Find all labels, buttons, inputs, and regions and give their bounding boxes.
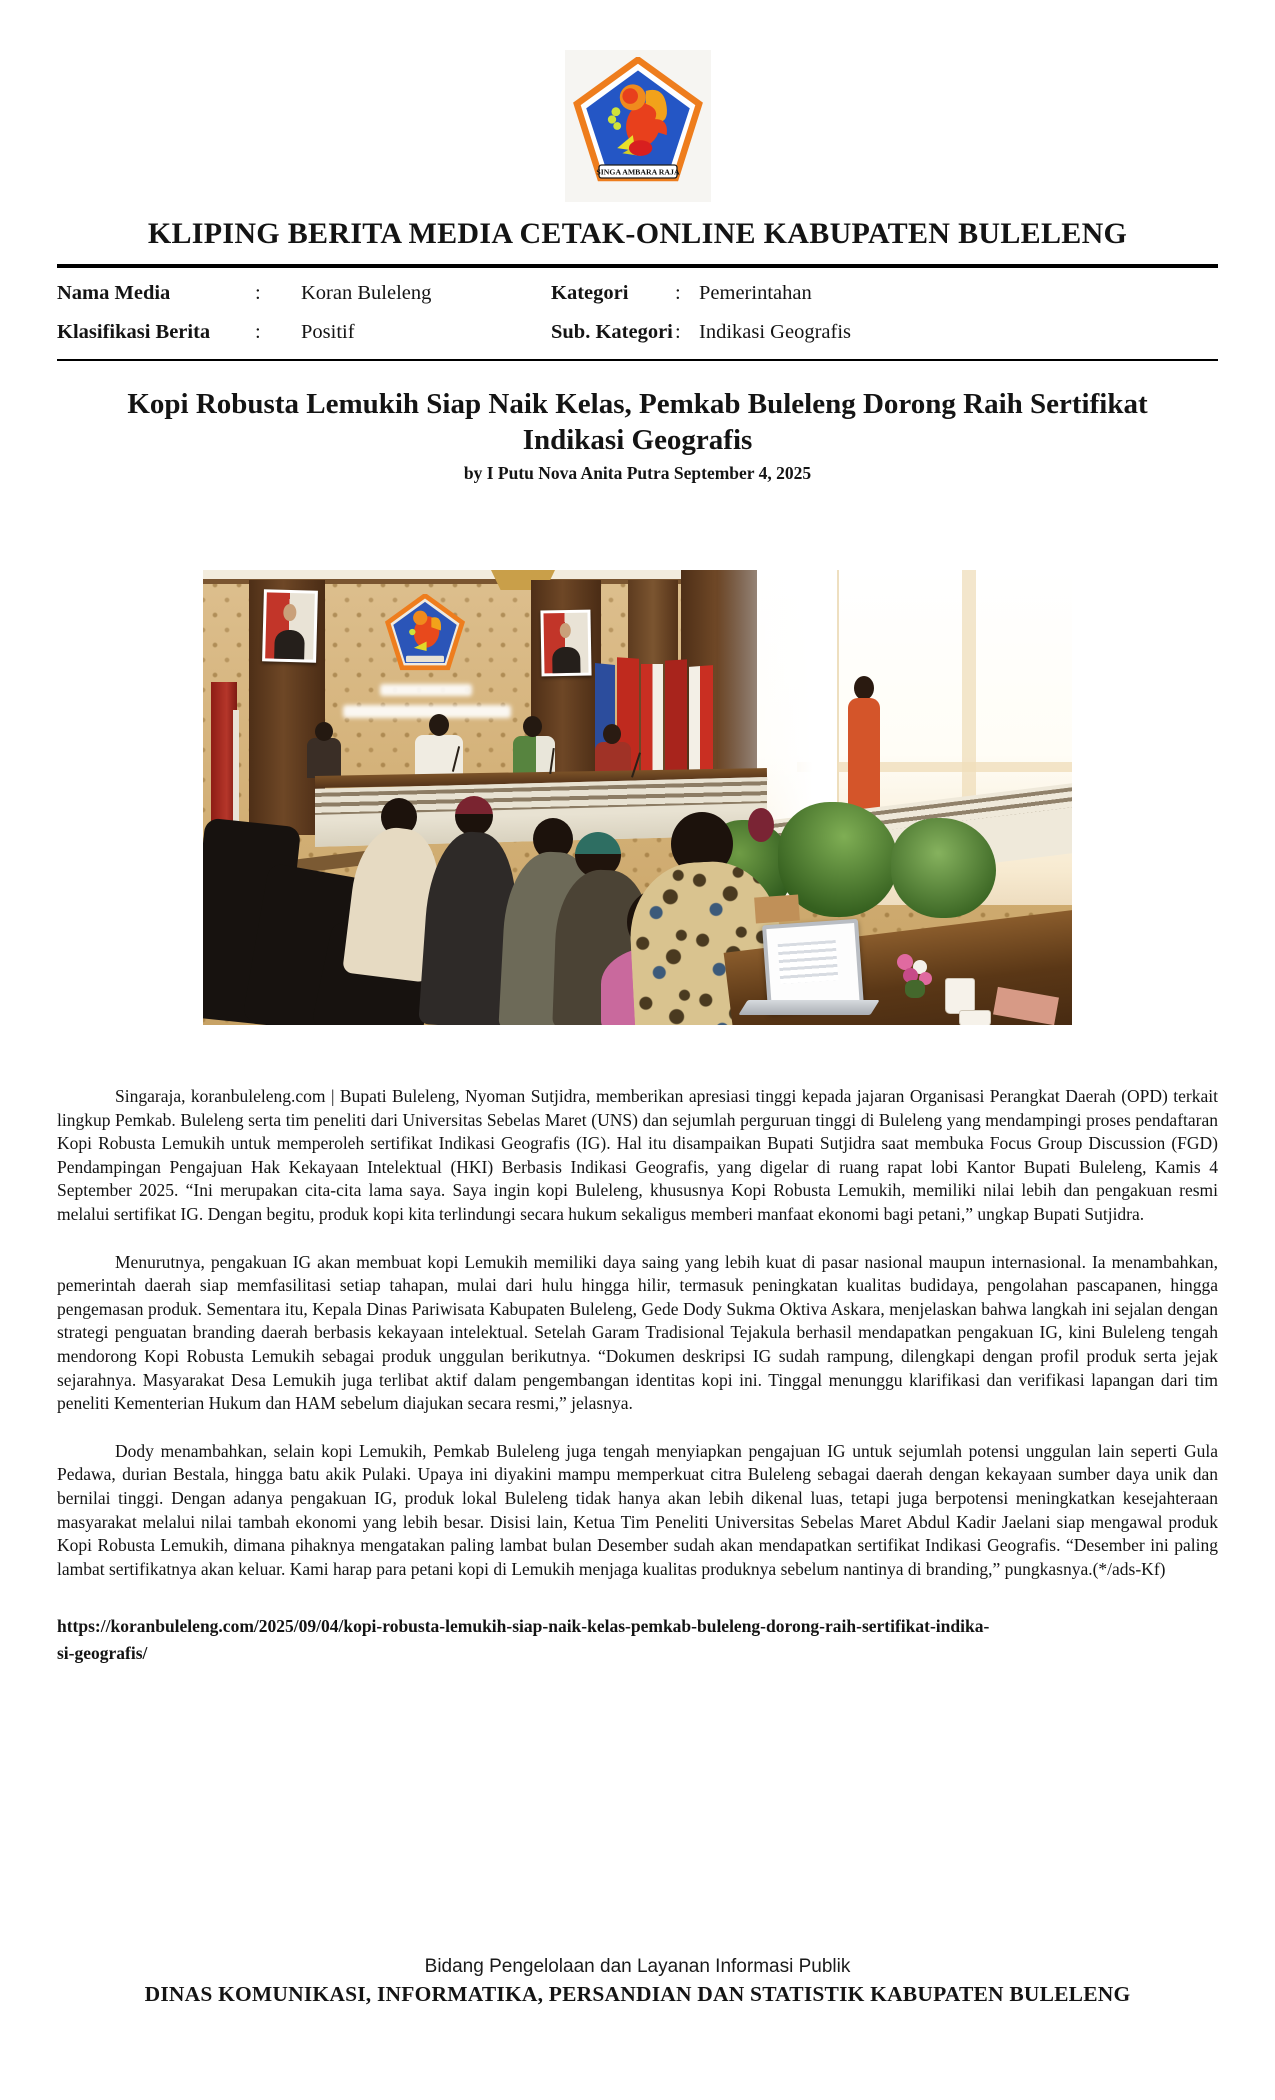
meta-value-klasifikasi: Positif <box>301 321 355 343</box>
meta-label-nama-media: Nama Media <box>57 282 171 304</box>
photo-wall-crest-icon <box>385 594 465 678</box>
photo-wall-text-blur <box>380 684 472 696</box>
article-paragraph: Singaraja, koranbuleleng.com | Bupati Buleleng, Nyoman Sutjidra, memberikan apresiasi tinggi kepada jajaran Organisasi Perangkat Daerah (OPD) terkait lingkup Pemkab. Buleleng serta tim peneliti dari Universitas Sebelas Maret (UNS) dan sejumlah perguruan tinggi di Buleleng yang mendampingi proses pendaftaran Kopi Robusta Lemukih untuk memperoleh sertifikat Indikasi Geografis (IG). Hal itu disampaikan Bupati Sutjidra saat membuka Focus Group Discussion (FGD) Pendampingan Pengajuan Hak Kekayaan Intelektual (HKI) Berbasis Indikasi Geografis, yang digelar di ruang rapat lobi Kantor Bupati Buleleng, Kamis 4 September 2025. “Ini merupakan cita-cita lama saya. Saya ingin kopi Buleleng, khususnya Kopi Robusta Lemukih, memiliki nilai lebih dan pengakuan resmi melalui sertifikat IG. Dengan begitu, produk kopi kita terlindungi secara hukum sekaligus memberi manfaat ekonomi bagi petani,” ungkap Bupati Sutjidra. <box>57 1086 1218 1224</box>
meta-label-sub-kategori: Sub. Kategori <box>551 321 673 343</box>
photo-official-portrait <box>262 589 318 662</box>
meta-table <box>57 264 1218 361</box>
meta-colon: : <box>255 282 261 304</box>
photo-laptop-keyboard <box>738 1000 879 1015</box>
photo-official-head <box>603 724 621 744</box>
meta-colon: : <box>255 321 261 343</box>
photo-plant <box>891 818 996 918</box>
article-paragraph: Menurutnya, pengakuan IG akan membuat kopi Lemukih memiliki daya saing yang lebih kuat di pasar nasional maupun internasional. Ia menambahkan, pemerintah daerah siap memfasilitasi setiap tahapan, mulai dari hulu hingga hilir, termasuk peningkatan kualitas budidaya, pengolahan pascapanen, hingga pengemasan produk. Sementara itu, Kepala Dinas Pariwisata Kabupaten Buleleng, Gede Dody Sukma Oktiva Askara, menjelaskan bahwa langkah ini sejalan dengan strategi penguatan branding daerah berbasis kekayaan intelektual. Setelah Garam Tradisional Tejakula berhasil mendapatkan pengakuan IG, kini Buleleng tengah mendorong Kopi Robusta Lemukih sebagai produk unggulan berikutnya. “Dokumen deskripsi IG sudah rampung, dilengkapi dengan profil produk serta jejak sejarahnya. Masyarakat Desa Lemukih juga terlibat aktif dalam pengembangan identitas kopi ini. Tinggal menunggu klarifikasi dan verifikasi lapangan dari tim peneliti Kementerian Hukum dan HAM sebelum diajukan secara resmi,” jelasnya. <box>57 1251 1218 1414</box>
footer-agency: DINAS KOMUNIKASI, INFORMATIKA, PERSANDIAN DAN STATISTIK KABUPATEN BULELENG <box>144 1982 1131 2006</box>
photo-red-flower <box>748 808 774 842</box>
photo-seated-official <box>307 738 341 778</box>
meta-value-nama-media: Koran Buleleng <box>301 282 432 304</box>
photo-standing-person <box>848 698 880 816</box>
footer-division: Bidang Pengelolaan dan Layanan Informasi Publik <box>424 1956 851 1977</box>
page-footer <box>0 1956 1275 2007</box>
photo-official-head <box>429 714 449 736</box>
article-byline: by I Putu Nova Anita Putra September 4, 2025 <box>463 463 812 483</box>
article-source-url-line[interactable]: https://koranbuleleng.com/2025/09/04/kopi-robusta-lemukih-siap-naik-kelas-pemkab-buleleng-dorong-raih-sertifikat-indika- <box>57 1616 990 1637</box>
photo-official-head <box>523 716 542 737</box>
photo-seated-official-head <box>315 722 333 741</box>
meta-label-kategori: Kategori <box>551 282 629 304</box>
meta-colon: : <box>675 321 681 343</box>
article-source-url-line[interactable]: si-geografis/ <box>57 1643 148 1664</box>
article-paragraph: Dody menambahkan, selain kopi Lemukih, Pemkab Buleleng juga tengah menyiapkan pengajuan IG untuk sejumlah potensi unggulan lain seperti Gula Pedawa, durian Bestala, hingga batu akik Pulaki. Upaya ini diyakini mampu memperkuat citra Buleleng sebagai daerah dengan kekayaan sumber daya unik dan bernilai tinggi. Dengan adanya pengakuan IG, produk lokal Buleleng tidak hanya akan lebih dikenal luas, tetapi juga berpotensi meningkatkan kesejahteraan masyarakat melalui nilai tambah ekonomi yang lebih besar. Disisi lain, Ketua Tim Peneliti Universitas Sebelas Maret Abdul Kadir Jaelani siap mengawal produk Kopi Robusta Lemukih, dimana pihaknya mengatakan paling lambat bulan Desember sudah akan mendapatkan sertifikat Indikasi Geografis. “Desember ini paling lambat sertifikatnya akan keluar. Kami harap para petani kopi di Lemukih menjaga kualitas produknya sebelum nantinya di branding,” pungkasnya.(*/ads-Kf) <box>57 1440 1218 1579</box>
photo-snack-box <box>754 894 800 923</box>
article-photo-meeting-room <box>203 570 1072 1025</box>
meta-label-klasifikasi: Klasifikasi Berita <box>57 321 211 343</box>
article-source-url[interactable] <box>57 1613 1218 1667</box>
meta-grid <box>57 280 1218 345</box>
photo-window-mullion <box>797 762 1072 772</box>
buleleng-crest-logo <box>565 50 711 202</box>
meta-value-sub-kategori: Indikasi Geografis <box>699 321 851 343</box>
photo-cup <box>945 978 975 1014</box>
header-logo-area <box>0 0 1275 202</box>
buleleng-crest-icon <box>573 57 703 195</box>
photo-official-portrait <box>540 610 591 677</box>
photo-flower-vase <box>891 952 943 1000</box>
photo-attendee-udeng-head <box>455 796 493 836</box>
meta-colon: : <box>675 282 681 304</box>
meta-value-kategori: Pemerintahan <box>699 282 812 304</box>
document-title: KLIPING BERITA MEDIA CETAK-ONLINE KABUPATEN BULELENG <box>147 217 1128 250</box>
article-title: Kopi Robusta Lemukih Siap Naik Kelas, Pemkab Buleleng Dorong Raih Sertifikat Indikasi Geografis <box>127 388 1148 456</box>
photo-wall-text-blur <box>343 705 511 718</box>
article-body <box>57 1085 1218 1581</box>
logo-banner-text: SINGA AMBARA RAJA <box>595 167 680 177</box>
photo-laptop-content <box>778 940 839 984</box>
photo-standing-person-head <box>854 676 874 700</box>
photo-cup <box>959 1010 991 1025</box>
